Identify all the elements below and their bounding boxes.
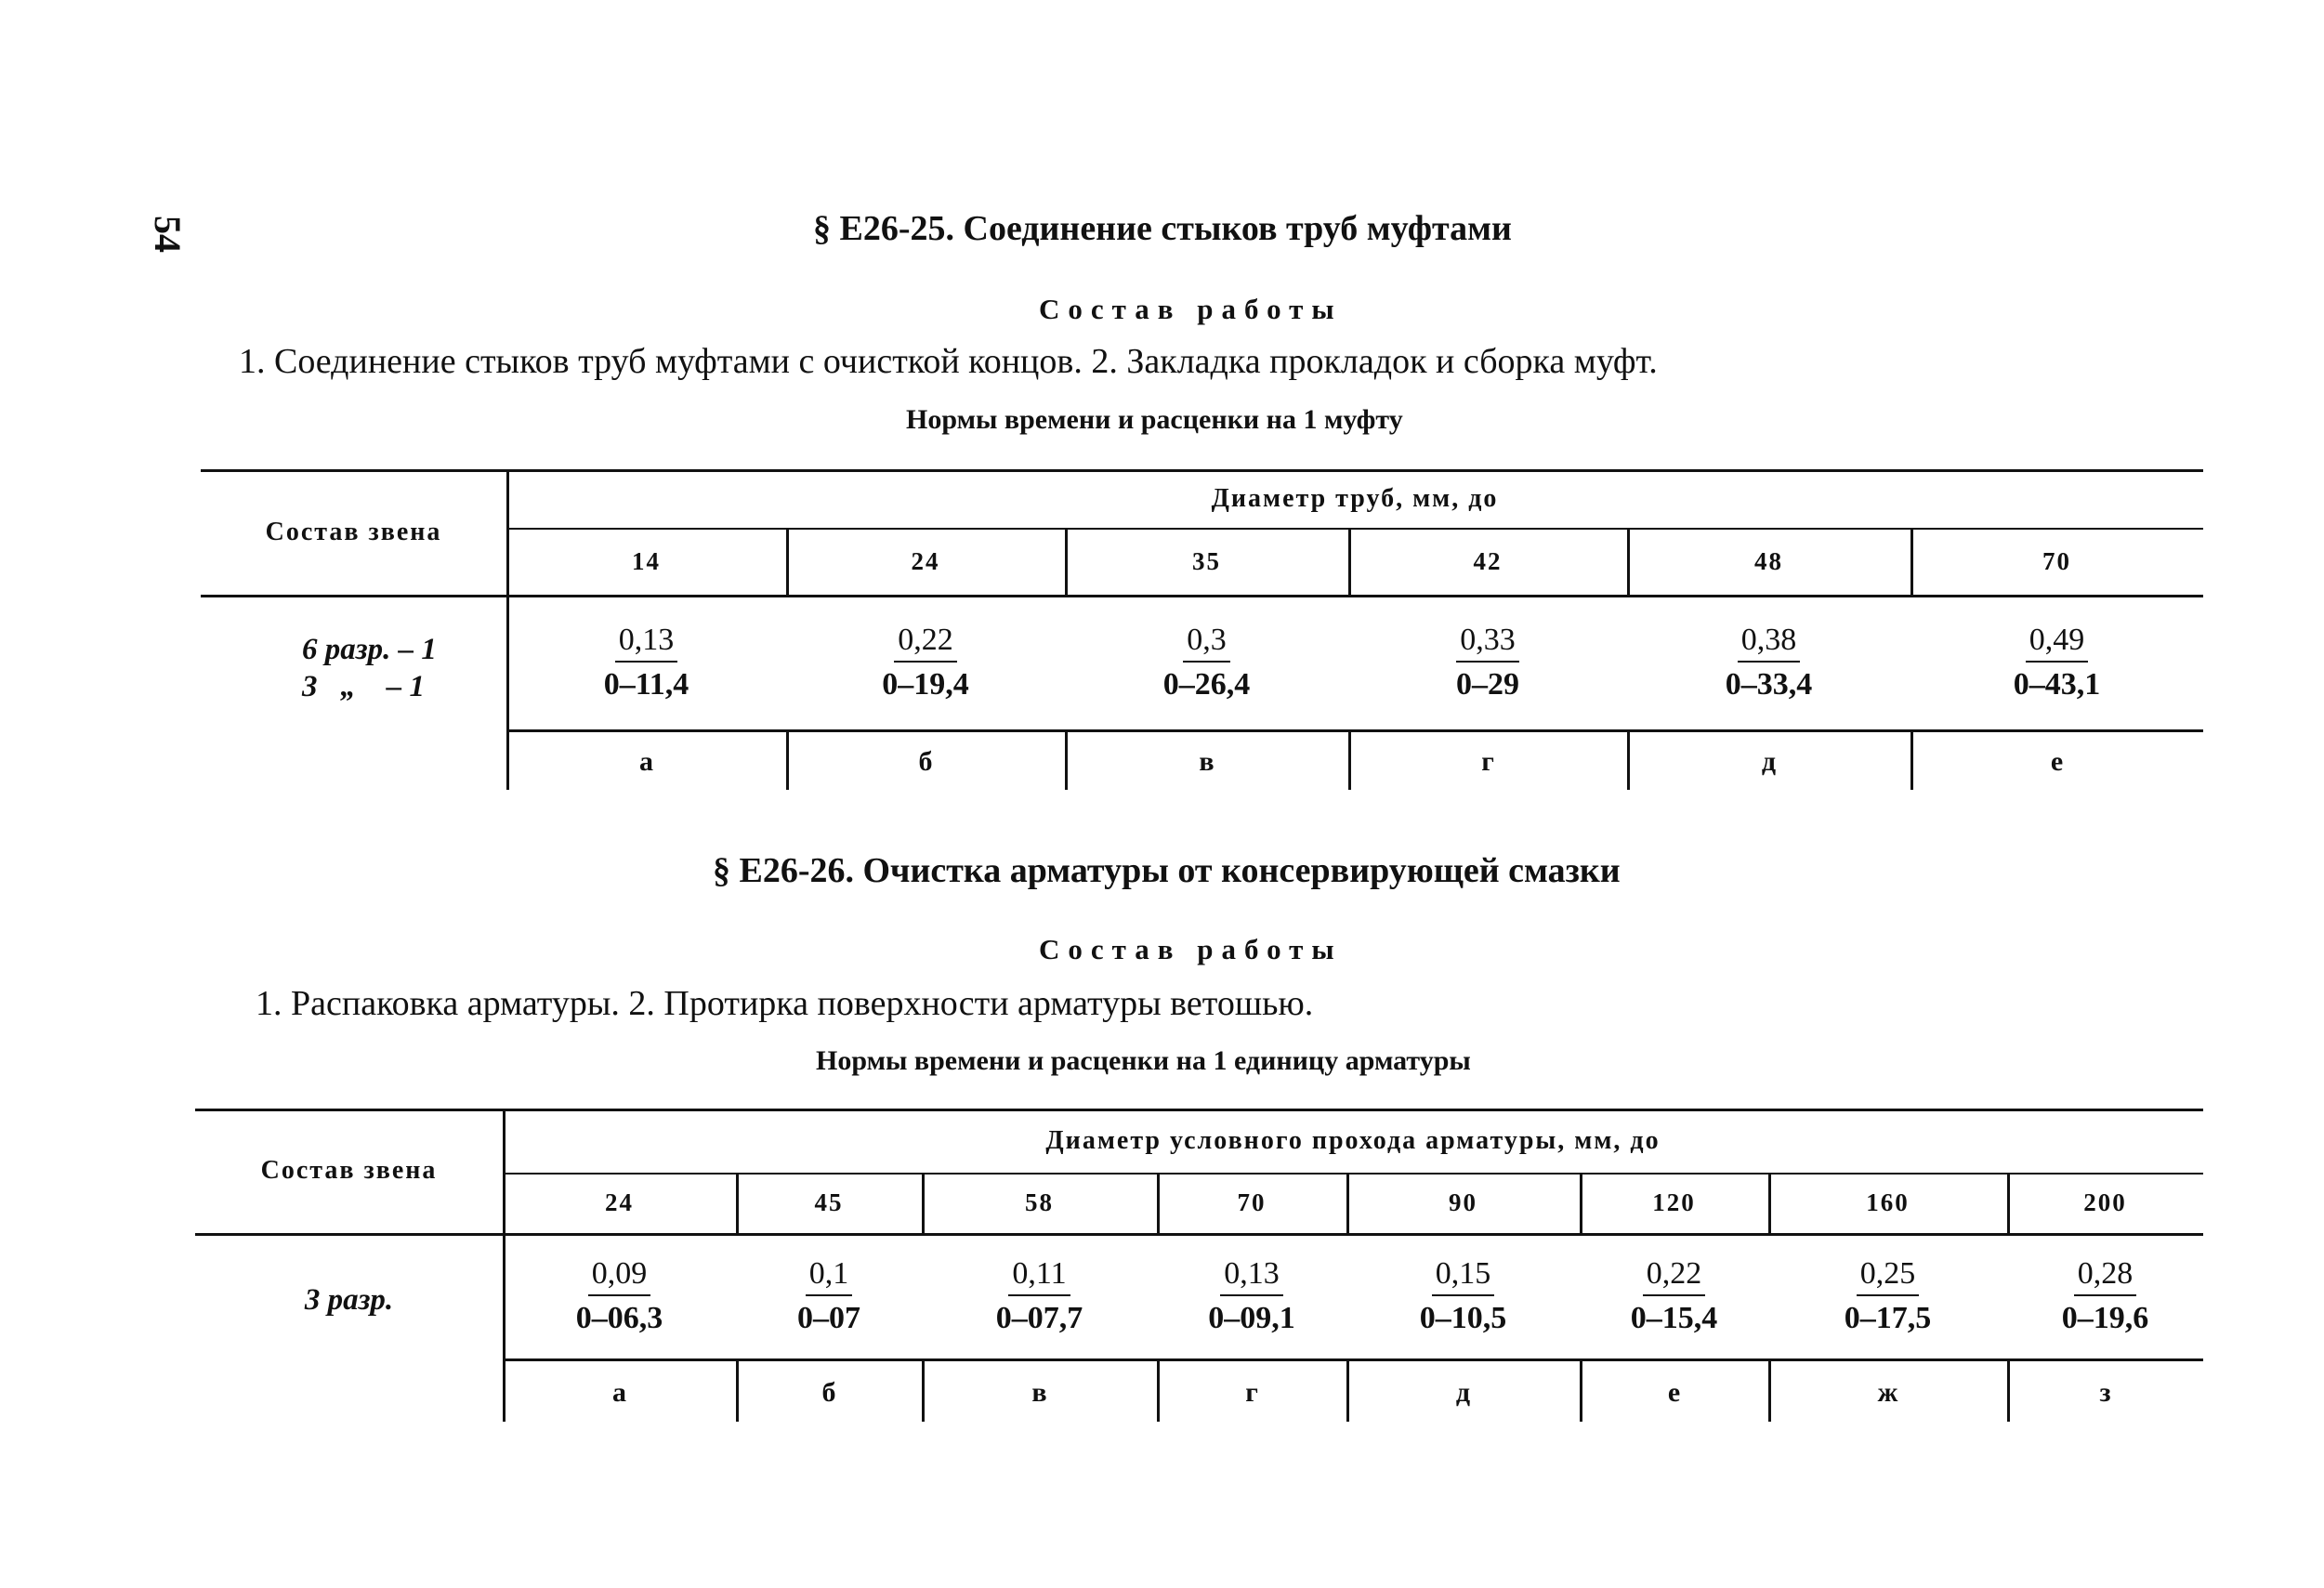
rate: 0–06,3 bbox=[575, 1300, 663, 1335]
section1-title: § Е26-25. Соединение стыков труб муфтами bbox=[813, 209, 1512, 248]
column-letter: б bbox=[918, 746, 933, 777]
column-letter: г bbox=[1245, 1377, 1258, 1408]
time-norm: 0,28 bbox=[2074, 1255, 2137, 1295]
column-letter: д bbox=[1455, 1377, 1471, 1408]
time-norm: 0,38 bbox=[1738, 622, 1801, 662]
norm-cell bbox=[1627, 595, 1910, 729]
rate: 0–09,1 bbox=[1208, 1300, 1295, 1335]
section2-work-heading: Состав работы bbox=[1039, 933, 1343, 965]
column-letter: е bbox=[1667, 1377, 1681, 1408]
crew-line-1: 3 разр. bbox=[304, 1283, 394, 1318]
diameter-col-6: 70 bbox=[2042, 546, 2071, 575]
diameter-col-1: 24 bbox=[605, 1188, 634, 1216]
crew-composition bbox=[195, 1264, 503, 1338]
rate: 0–19,6 bbox=[2061, 1300, 2149, 1335]
norm-cell bbox=[1768, 1233, 2007, 1358]
diameter-col-1: 14 bbox=[632, 546, 661, 575]
column-letter: з bbox=[2099, 1377, 2111, 1408]
column-letter: в bbox=[1031, 1377, 1047, 1408]
norm-cell bbox=[1910, 595, 2203, 729]
time-norm: 0,15 bbox=[1432, 1255, 1495, 1295]
crew-header: Состав звена bbox=[260, 1156, 438, 1185]
diameter-col-4: 42 bbox=[1473, 546, 1503, 575]
norm-cell bbox=[786, 595, 1065, 729]
norm-cell bbox=[922, 1233, 1157, 1358]
diameter-col-5: 48 bbox=[1754, 546, 1783, 575]
rate: 0–07 bbox=[797, 1300, 860, 1335]
diameter-col-4: 70 bbox=[1237, 1188, 1267, 1216]
section2-work-text: 1. Распаковка арматуры. 2. Протирка поверхности арматуры ветошью. bbox=[256, 984, 1314, 1023]
column-letter: г bbox=[1481, 746, 1494, 777]
time-norm: 0,11 bbox=[1008, 1255, 1070, 1295]
diameter-col-2: 24 bbox=[911, 546, 940, 575]
time-norm: 0,22 bbox=[1643, 1255, 1706, 1295]
norm-cell bbox=[1346, 1233, 1580, 1358]
norm-cell bbox=[1348, 595, 1627, 729]
column-letter: ж bbox=[1877, 1377, 1898, 1408]
time-norm: 0,3 bbox=[1183, 622, 1230, 662]
norm-cell bbox=[736, 1233, 922, 1358]
column-letter: д bbox=[1761, 746, 1777, 777]
crew-line-1: 6 разр. – 1 bbox=[302, 633, 437, 667]
rate: 0–19,4 bbox=[882, 666, 969, 702]
rate: 0–26,4 bbox=[1162, 666, 1251, 702]
time-norm: 0,13 bbox=[1220, 1255, 1283, 1295]
norm-cell bbox=[2007, 1233, 2203, 1358]
column-letter: е bbox=[2050, 746, 2064, 777]
rate: 0–33,4 bbox=[1725, 666, 1813, 702]
column-letter: в bbox=[1199, 746, 1215, 777]
crew-composition bbox=[201, 613, 506, 725]
column-letter: а bbox=[612, 1377, 626, 1408]
section1-norms-caption: Нормы времени и расценки на 1 муфту bbox=[906, 404, 1403, 435]
section1-work-heading: Состав работы bbox=[1039, 293, 1343, 325]
diameter-col-3: 35 bbox=[1192, 546, 1221, 575]
norm-cell bbox=[1065, 595, 1348, 729]
rate: 0–43,1 bbox=[2013, 666, 2101, 702]
time-norm: 0,09 bbox=[588, 1255, 651, 1295]
column-letter: а bbox=[639, 746, 653, 777]
section1-work-text: 1. Соединение стыков труб муфтами с очисткой концов. 2. Закладка прокладок и сборка муфт. bbox=[239, 342, 1658, 381]
rate: 0–11,4 bbox=[603, 666, 689, 702]
section2-title: § Е26-26. Очистка арматуры от консервирующей смазки bbox=[713, 851, 1621, 890]
crew-line-2: 3 „ – 1 bbox=[302, 670, 425, 703]
diameter-header: Диаметр труб, мм, до bbox=[1211, 483, 1499, 513]
diameter-header: Диаметр условного прохода арматуры, мм, до bbox=[1045, 1125, 1661, 1155]
time-norm: 0,33 bbox=[1456, 622, 1519, 662]
time-norm: 0,13 bbox=[615, 622, 678, 662]
diameter-col-8: 200 bbox=[2083, 1188, 2127, 1216]
rate: 0–29 bbox=[1456, 666, 1519, 702]
diameter-col-3: 58 bbox=[1025, 1188, 1054, 1216]
time-norm: 0,22 bbox=[894, 622, 957, 662]
crew-header: Состав звена bbox=[265, 517, 442, 546]
norm-cell bbox=[506, 595, 786, 729]
time-norm: 0,49 bbox=[2026, 622, 2089, 662]
page-number: 54 bbox=[147, 216, 189, 253]
column-letter: б bbox=[821, 1377, 836, 1408]
rate: 0–15,4 bbox=[1630, 1300, 1718, 1335]
diameter-col-7: 160 bbox=[1866, 1188, 1910, 1216]
time-norm: 0,25 bbox=[1857, 1255, 1920, 1295]
rate: 0–17,5 bbox=[1844, 1300, 1932, 1335]
diameter-col-2: 45 bbox=[814, 1188, 844, 1216]
rate: 0–10,5 bbox=[1419, 1300, 1507, 1335]
norm-cell bbox=[503, 1233, 736, 1358]
norm-cell bbox=[1580, 1233, 1768, 1358]
time-norm: 0,1 bbox=[806, 1255, 853, 1295]
diameter-col-6: 120 bbox=[1652, 1188, 1696, 1216]
norm-cell bbox=[1157, 1233, 1346, 1358]
rate: 0–07,7 bbox=[995, 1300, 1083, 1335]
section2-norms-caption: Нормы времени и расценки на 1 единицу арматуры bbox=[816, 1045, 1471, 1076]
diameter-col-5: 90 bbox=[1449, 1188, 1477, 1216]
